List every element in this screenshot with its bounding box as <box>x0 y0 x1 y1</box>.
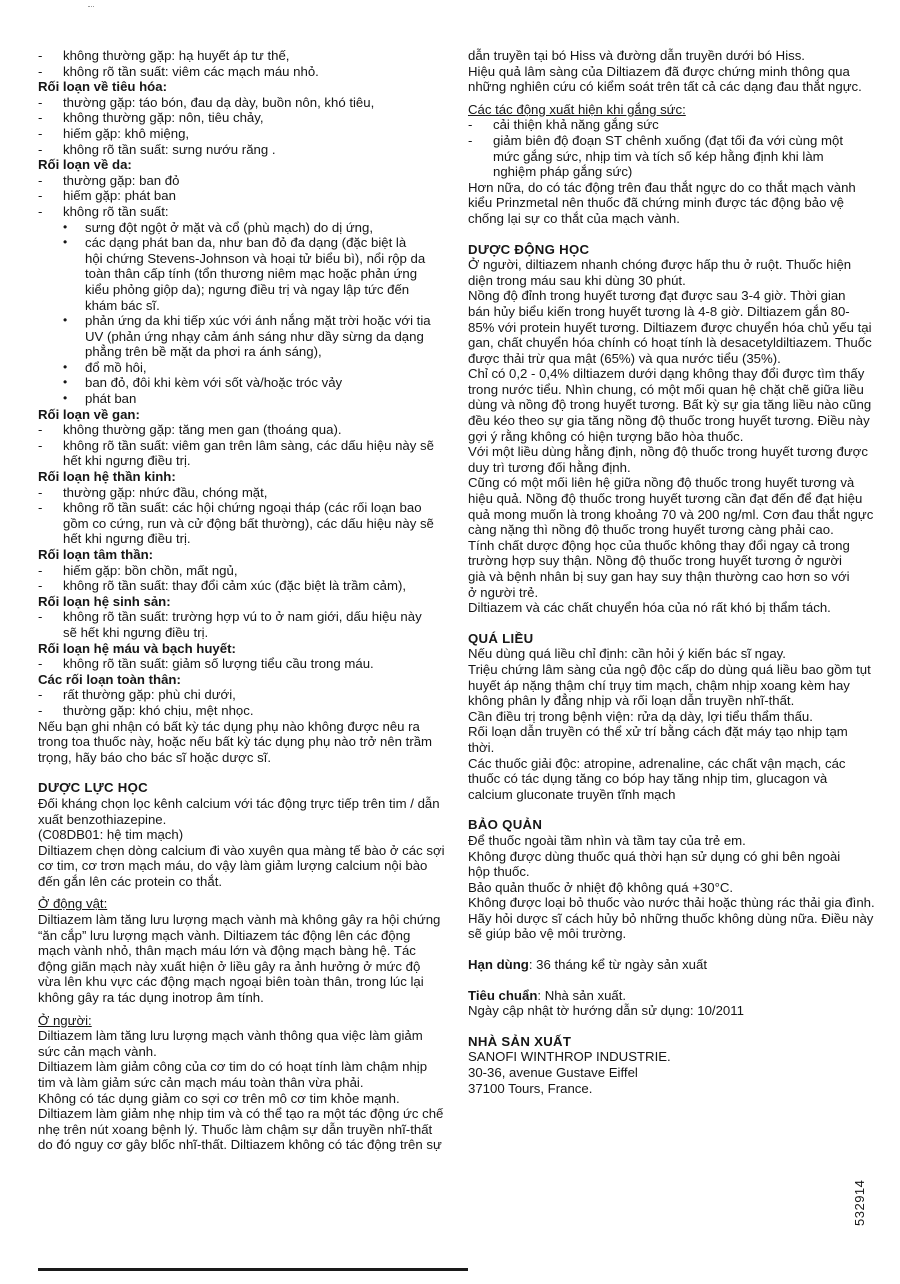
paragraph-line: Hơn nữa, do có tác động trên đau thắt ngực do co thắt mạch vành <box>468 179 856 195</box>
list-item: - thường gặp: táo bón, đau dạ dày, buồn nôn, khó tiêu, <box>38 95 450 111</box>
paragraph-line: Diltiazem làm tăng lưu lượng mạch vành thông qua việc làm giảm <box>38 1028 423 1044</box>
section-heading: DƯỢC ĐỘNG HỌC <box>468 241 590 257</box>
section-heading: NHÀ SẢN XUẤT <box>468 1033 572 1049</box>
list-item: - không rõ tần suất: các hội chứng ngoại tháp (các rối loạn bao <box>38 500 450 516</box>
list-item-continuation: sẽ hết khi ngưng điều trị. <box>63 624 209 640</box>
paragraph-line: do đó nguy cơ gây blốc nhĩ-thất. Diltiazem không có tác động trên sự <box>38 1137 442 1153</box>
paragraph-line: trọng, hãy báo cho bác sĩ hoặc dược sĩ. <box>38 749 272 765</box>
paragraph-line: những nghiên cứu có kiểm soát trên tất cả các dạng đau thắt ngực. <box>468 79 862 95</box>
paragraph-line: trường hợp suy thận. Nồng độ thuốc trong huyết tương ở người <box>468 553 842 569</box>
subsection-heading: Rối loạn về gan: <box>38 406 140 422</box>
paragraph-line: hộp thuốc. <box>468 864 530 880</box>
paragraph-line: động giãn mạch này xuất hiện ở liều gây ra ảnh hưởng ở mức độ <box>38 958 421 974</box>
spacer <box>468 973 874 988</box>
paragraph-line: tim và làm giảm sức cản mạch máu toàn thân vừa phải. <box>38 1075 364 1090</box>
paragraph-line: thuốc có tác dụng tăng co bóp hay tăng nhịp tim, glucagon và <box>468 771 828 787</box>
subsection-heading: Rối loạn về da: <box>38 157 132 173</box>
paragraph-line: Không được loại bỏ thuốc vào nước thải hoặc thùng rác thải gia đình. <box>468 895 875 911</box>
paragraph-line: Bảo quản thuốc ở nhiệt độ không quá +30°C. <box>468 879 734 895</box>
subsection-heading: Rối loạn về tiêu hóa: <box>38 79 167 95</box>
underlined-subheading: Các tác động xuất hiện khi gắng sức: <box>468 101 686 117</box>
underlined-subheading: Ở động vật: <box>38 896 108 912</box>
list-item: - không rõ tần suất: sưng nướu răng . <box>38 142 450 158</box>
paragraph-line: vừa lên khu vực các động mạch ngoại biên toàn thân, trong lúc lại <box>38 974 424 990</box>
paragraph-line: dẫn truyền tại bó Hiss và đường dẫn truyền dưới bó Hiss. <box>468 48 805 63</box>
list-item: - không thường gặp: nôn, tiêu chảy, <box>38 110 450 126</box>
list-item: - không rõ tần suất: giảm số lượng tiểu cầu trong máu. <box>38 656 450 672</box>
section-heading: BẢO QUẢN <box>468 817 543 833</box>
bullet-item-continuation: kiểu phỏng giộp da); ngưng điều trị và ngay lập tức đến <box>85 281 410 297</box>
paragraph-line: gan, chất chuyển hóa chính có hoạt tính là desacetyldiltiazem. Thuốc <box>468 335 872 351</box>
paragraph-line: Diltiazem và các chất chuyển hóa của nó rất khó bị thẩm tách. <box>468 600 831 616</box>
subsection-heading: Rối loạn hệ máu và bạch huyết: <box>38 640 236 656</box>
paragraph-line: nhẹ trên nút xoang bệnh lý. Thuốc làm chậm sự dẫn truyền nhĩ-thất <box>38 1121 433 1137</box>
paragraph-line: xuất benzothiazepine. <box>38 811 167 827</box>
bullet-item: • phát ban <box>38 391 450 407</box>
paragraph-line: huyết áp nặng thậm chí trụy tim mạch, chậm nhịp xoang kèm hay <box>468 677 850 693</box>
paragraph-line: Chỉ có 0,2 - 0,4% diltiazem dưới dạng không thay đổi được tìm thấy <box>468 366 865 382</box>
paragraph-line: duy trì tương đối hằng định. <box>468 459 631 475</box>
paragraph-line: sức cản mạch vành. <box>38 1043 157 1059</box>
paragraph-line: đều kéo theo sự gia tăng nồng độ thuốc trong huyết tương. Điều này <box>468 413 870 429</box>
field-label: Tiêu chuẩn <box>468 987 538 1003</box>
list-item: - rất thường gặp: phù chi dưới, <box>38 687 450 703</box>
list-item: - cải thiện khả năng gắng sức <box>468 117 874 133</box>
paragraph-line: calcium gluconate truyền tĩnh mạch <box>468 786 676 802</box>
paragraph-line: kiểu Prinzmetal nên thuốc đã chứng minh được tác động bảo vệ <box>468 195 844 211</box>
paragraph-line: ở người trẻ. <box>468 584 539 600</box>
paragraph-line: Diltiazem làm giảm nhẹ nhịp tim và có thể tạo ra một tác động ức chế <box>38 1106 444 1122</box>
paragraph-line: bán hủy biểu kiến trong huyết tương là 4-8 giờ. Diltiazem gắn 80- <box>468 303 850 319</box>
section-heading: DƯỢC LỰC HỌC <box>38 780 148 796</box>
paragraph-line: Ở người, diltiazem nhanh chóng được hấp thu ở ruột. Thuốc hiện <box>468 257 852 273</box>
section-heading: QUÁ LIỀU <box>468 630 534 646</box>
bullet-item-continuation: khám bác sĩ. <box>85 297 160 313</box>
paragraph-line: gợi ý rằng không có hiện tượng bão hòa thuốc. <box>468 428 744 444</box>
bullet-item-continuation: toàn thân cấp tính (tổn thương niêm mạc hoặc phản ứng <box>85 266 418 282</box>
paragraph-line: chống lại sự co thắt của mạch vành. <box>468 210 680 226</box>
paragraph-line: 85% với protein huyết tương. Diltiazem được chuyển hóa chủ yếu tại <box>468 319 872 335</box>
paragraph-line: trong toa thuốc này, hoặc nếu bất kỳ tác dụng phụ nào trở nên trầm <box>38 734 433 750</box>
paragraph-line: Nồng độ đỉnh trong huyết tương đạt được sau 3-4 giờ. Thời gian <box>468 288 846 304</box>
paragraph-line: Các thuốc giải độc: atropine, adrenaline, các chất vận mạch, các <box>468 755 846 771</box>
paragraph-line: Hiệu quả lâm sàng của Diltiazem đã được chứng minh thông qua <box>468 63 850 79</box>
bullet-item-continuation: UV (phản ứng nhạy cảm ánh sáng như dầy sừng da dạng <box>85 328 424 344</box>
paragraph-line: Hãy hỏi dược sĩ cách hủy bỏ những thuốc không dùng nữa. Điều này <box>468 910 874 926</box>
paragraph-line: Diltiazem chẹn dòng calcium đi vào xuyên qua màng tế bào ở các sợi <box>38 842 445 858</box>
paragraph-line: Không được dùng thuốc quá thời hạn sử dụng có ghi bên ngoài <box>468 848 841 864</box>
list-item-continuation: hết khi ngưng điều trị. <box>63 531 191 547</box>
paragraph-line: “ăn cắp” lưu lượng mạch vành. Diltiazem tác động lên các động <box>38 927 411 943</box>
paragraph-line: Nếu dùng quá liều chỉ định: cần hỏi ý kiến bác sĩ ngay. <box>468 646 786 662</box>
paragraph-line: không phân ly đẳng nhịp và rối loạn dẫn truyền nhĩ-thất. <box>468 693 795 709</box>
spacer <box>38 765 450 780</box>
bullet-item: • các dạng phát ban da, như ban đỏ đa dạng (đặc biệt là <box>38 235 450 251</box>
subsection-heading: Rối loạn tâm thần: <box>38 547 154 562</box>
key-value-line <box>468 988 874 1004</box>
underlined-subheading: Ở người: <box>38 1012 92 1028</box>
paragraph-line: Diltiazem làm giảm công của cơ tim do có hoạt tính làm chậm nhịp <box>38 1059 428 1075</box>
paragraph-line: Triệu chứng lâm sàng của ngộ độc cấp do dùng quá liều bao gồm tụt <box>468 661 871 677</box>
list-item: - không rõ tần suất: viêm gan trên lâm sàng, các dấu hiệu này sẽ <box>38 438 450 454</box>
list-item: - không rõ tần suất: thay đổi cảm xúc (đặc biệt là trầm cảm), <box>38 578 450 594</box>
list-item-continuation: mức gắng sức, nhịp tim và tích số kép hằng định khi làm <box>493 148 824 164</box>
paragraph-line: đến gắn lên các protein co thắt. <box>38 873 223 889</box>
paragraph-line: thời. <box>468 739 495 755</box>
list-item: - không thường gặp: tăng men gan (thoáng qua). <box>38 422 450 438</box>
list-item: - hiếm gặp: bồn chồn, mất ngủ, <box>38 563 450 579</box>
paragraph-line: hiệu quả. Nồng độ thuốc trong huyết tương cần đạt đến để đạt hiệu <box>468 491 863 507</box>
paragraph-line: Diltiazem làm tăng lưu lượng mạch vành mà không gây ra hội chứng <box>38 912 441 928</box>
bottom-rule <box>38 1268 468 1271</box>
list-item-continuation: hết khi ngưng điều trị. <box>63 453 191 469</box>
spacer <box>38 889 450 896</box>
paragraph-line: Không có tác dụng giảm co sợi cơ trên mô cơ tim khỏe mạnh. <box>38 1090 400 1106</box>
list-item-continuation: gồm co cứng, run và cử động bất thường), các dấu hiệu này sẽ <box>63 515 434 531</box>
paragraph-line: mạch vành nhỏ, thân mạch máu lớn và động mạch bàng hệ. Tác <box>38 943 416 959</box>
paragraph-line: Cần điều trị trong bệnh viện: rửa dạ dày, lợi tiểu thẩm thấu. <box>468 708 813 724</box>
list-item: - không rõ tần suất: viêm các mạch máu nhỏ. <box>38 64 450 80</box>
paragraph-line: 37100 Tours, France. <box>468 1080 593 1096</box>
list-item: - hiếm gặp: phát ban <box>38 188 450 204</box>
spacer <box>38 1006 450 1013</box>
paragraph-line: Rối loạn dẫn truyền có thể xử trí bằng cách đặt máy tạo nhịp tạm <box>468 724 848 740</box>
paragraph-line: được thải trừ qua mật (65%) và qua nước tiểu (35%). <box>468 350 781 366</box>
spacer <box>468 616 874 631</box>
list-item: - thường gặp: ban đỏ <box>38 173 450 189</box>
paragraph-line: trong nước tiểu. Nhìn chung, có một mối quan hệ chặt chẽ giữa liều <box>468 381 864 397</box>
bullet-item-continuation: hội chứng Stevens-Johnson và hoại tử biểu bì), nổi rộp da <box>85 250 426 266</box>
bullet-item: • ban đỏ, đôi khi kèm với sốt và/hoặc tróc vảy <box>38 375 450 391</box>
paragraph-line: Ngày cập nhật tờ hướng dẫn sử dụng: 10/2011 <box>468 1003 744 1019</box>
list-item: - giảm biên độ đoạn ST chênh xuống (đạt tối đa với cùng một <box>468 133 874 149</box>
paragraph-line: 30-36, avenue Gustave Eiffel <box>468 1065 638 1081</box>
paragraph-line: Với một liều dùng hằng định, nồng độ thuốc trong huyết tương được <box>468 444 868 460</box>
bullet-item: • phản ứng da khi tiếp xúc với ánh nắng mặt trời hoặc với tia <box>38 313 450 329</box>
paragraph-line: SANOFI WINTHROP INDUSTRIE. <box>468 1049 671 1065</box>
paragraph-line: càng nặng thì nồng độ thuốc trong huyết tương càng phải cao. <box>468 522 834 538</box>
left-column <box>38 48 450 1153</box>
paragraph-line: (C08DB01: hệ tim mạch) <box>38 827 184 843</box>
list-item: - hiếm gặp: khô miệng, <box>38 126 450 142</box>
right-column <box>468 48 874 1096</box>
spacer <box>468 227 874 242</box>
paragraph-line: Để thuốc ngoài tầm nhìn và tầm tay của trẻ em. <box>468 832 746 848</box>
subsection-heading: Rối loạn hệ sinh sản: <box>38 593 171 609</box>
paragraph-line: sẽ giúp bảo vệ môi trường. <box>468 926 627 942</box>
bullet-item: • đổ mồ hôi, <box>38 360 450 376</box>
spacer <box>468 802 874 817</box>
field-value: : Nhà sản xuất. <box>537 987 627 1003</box>
spacer <box>468 1019 874 1034</box>
list-item: - không rõ tần suất: trường hợp vú to ở nam giới, dấu hiệu này <box>38 609 450 625</box>
list-item: - không rõ tần suất: <box>38 204 450 220</box>
list-item: - thường gặp: khó chịu, mệt nhọc. <box>38 703 450 719</box>
paragraph-line: Đối kháng chọn lọc kênh calcium với tác động trực tiếp trên tim / dẫn <box>38 795 440 811</box>
bullet-item: • sưng đột ngột ở mặt và cổ (phù mạch) do dị ứng, <box>38 220 450 236</box>
paragraph-line: không gây ra tác dụng inotrop âm tính. <box>38 990 264 1006</box>
field-value: : 36 tháng kể từ ngày sản xuất <box>528 957 707 973</box>
key-value-line <box>468 957 874 973</box>
document-code: 532914 <box>852 1179 867 1226</box>
paragraph-line: già và bệnh nhân bị suy gan hay suy thận thường cao hơn so với <box>468 569 850 584</box>
subsection-heading: Rối loạn hệ thần kinh: <box>38 469 176 485</box>
paragraph-line: diện trong máu sau khi dùng 30 phút. <box>468 272 686 288</box>
bullet-item-continuation: phẳng trên bề mặt da phơi ra ánh sáng), <box>85 344 322 360</box>
paragraph-line: Nếu bạn ghi nhận có bất kỳ tác dụng phụ nào không được nêu ra <box>38 718 420 734</box>
list-item-continuation: nghiệm pháp gắng sức) <box>493 164 633 180</box>
list-item: - thường gặp: nhức đầu, chóng mặt, <box>38 485 450 501</box>
spacer <box>468 942 874 957</box>
scan-mark <box>88 6 94 10</box>
subsection-heading: Các rối loạn toàn thân: <box>38 671 181 687</box>
spacer <box>468 95 874 102</box>
list-item: - không thường gặp: hạ huyết áp tư thế, <box>38 48 450 64</box>
paragraph-line: dùng và nồng độ trong huyết tương. Bất kỳ sự gia tăng liều nào cũng <box>468 397 872 413</box>
paragraph-line: quả mong muốn là trong khoảng 70 và 200 ng/ml. Cơn đau thắt ngực <box>468 506 874 522</box>
paragraph-line: Tính chất dược động học của thuốc không thay đổi ngay cả trong <box>468 537 850 553</box>
paragraph-line: Cũng có một mối liên hệ giữa nồng độ thuốc trong huyết tương và <box>468 475 855 491</box>
field-label: Hạn dùng <box>468 957 529 973</box>
paragraph-line: cơ tim, cơ trơn mạch máu, do vậy làm giảm lượng calcium nội bào <box>38 858 428 874</box>
